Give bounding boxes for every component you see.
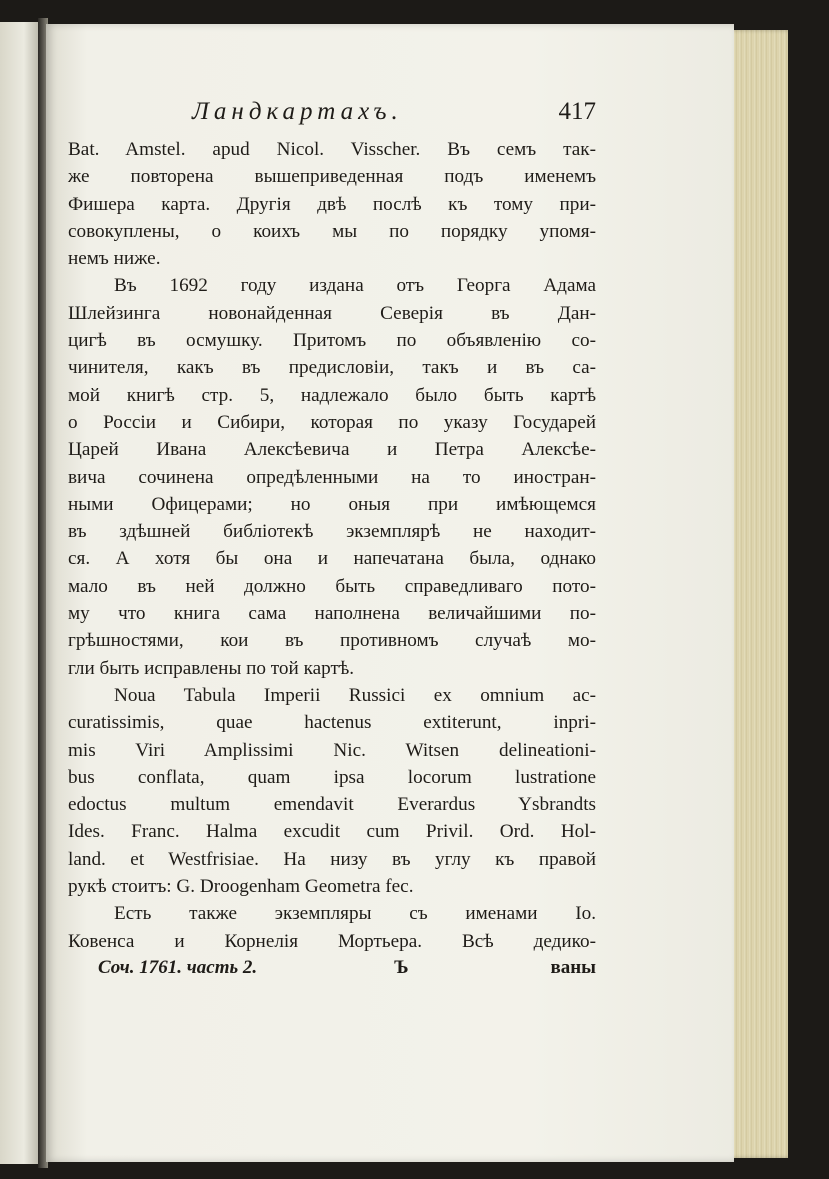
text-line: edoctus multum emendavit Everardus Ysbrandts xyxy=(68,794,596,816)
page-text xyxy=(68,92,596,987)
text-line: чинителя, какъ въ предисловіи, такъ и въ са- xyxy=(68,357,596,379)
paragraph xyxy=(68,682,596,900)
text-line: о Россіи и Сибири, которая по указу Государей xyxy=(68,411,596,433)
text-line: curatissimis, quae hactenus extiterunt, inpri- xyxy=(68,712,596,734)
running-title: Ландкартахъ. xyxy=(192,98,403,125)
text-line: Ковенса и Корнелія Мортьера. Всѣ дедико- xyxy=(68,930,596,952)
sheet-mark: Ъ xyxy=(394,956,409,978)
text-line: му что книга сама наполнена величайшими по- xyxy=(68,603,596,625)
text-line: ся. А хотя бы она и напечатана была, однако xyxy=(68,548,596,570)
paragraph xyxy=(68,136,596,272)
running-header xyxy=(68,92,596,136)
paragraph xyxy=(68,900,596,955)
text-line: же повторена вышеприведенная подъ именемъ xyxy=(68,166,596,188)
text-line: мало въ ней должно быть справедливаго пото- xyxy=(68,575,596,597)
text-line: рукѣ стоитъ: G. Droogenham Geometra fec. xyxy=(68,876,414,898)
text-line: Ides. Franc. Halma excudit cum Privil. Ord. Hol- xyxy=(68,821,596,843)
text-line: совокуплены, о коихъ мы по порядку упомя- xyxy=(68,220,596,242)
text-line: гли быть исправлены по той картѣ. xyxy=(68,657,355,679)
text-line: мой книгѣ стр. 5, надлежало было быть картѣ xyxy=(68,384,596,406)
text-line: Bat. Amstel. apud Nicol. Visscher. Въ семъ так- xyxy=(68,139,596,160)
text-line: Фишера карта. Другія двѣ послѣ къ тому при- xyxy=(68,193,596,215)
text-line: вича сочинена опредѣленными на то иностран- xyxy=(68,466,596,488)
paragraph xyxy=(68,272,596,681)
text-line: грѣшностями, кои въ противномъ случаѣ мо- xyxy=(68,630,596,652)
page-stack-edges xyxy=(728,30,788,1158)
page-footer xyxy=(68,957,596,987)
body-text xyxy=(68,136,596,955)
text-line: land. et Westfrisiae. На низу въ углу къ правой xyxy=(68,848,596,870)
page-number: 417 xyxy=(558,98,596,125)
text-line: Есть также экземпляры съ именами Іо. xyxy=(114,903,596,925)
text-line: ными Офицерами; но оныя при имѣющемся xyxy=(68,493,596,515)
text-line: немъ ниже. xyxy=(68,248,161,270)
text-line: mis Viri Amplissimi Nic. Witsen delineationi- xyxy=(68,739,596,761)
catchword: ваны xyxy=(550,956,596,978)
text-line: Шлейзинга новонайденная Северія въ Дан- xyxy=(68,302,596,324)
text-line: bus conflata, quam ipsa locorum lustratione xyxy=(68,766,596,788)
facing-page-edge xyxy=(0,22,40,1164)
text-line: Въ 1692 году издана отъ Георга Адама xyxy=(114,275,596,297)
text-line: цигѣ въ осмушку. Притомъ по объявленію со- xyxy=(68,330,596,352)
text-line: Царей Ивана Алексѣевича и Петра Алексѣе- xyxy=(68,439,596,461)
text-line: въ здѣшней библіотекѣ экземплярѣ не находит- xyxy=(68,521,596,543)
text-line: Noua Tabula Imperii Russici ex omnium ac- xyxy=(114,684,596,706)
printer-signature: Соч. 1761. часть 2. xyxy=(98,956,258,978)
